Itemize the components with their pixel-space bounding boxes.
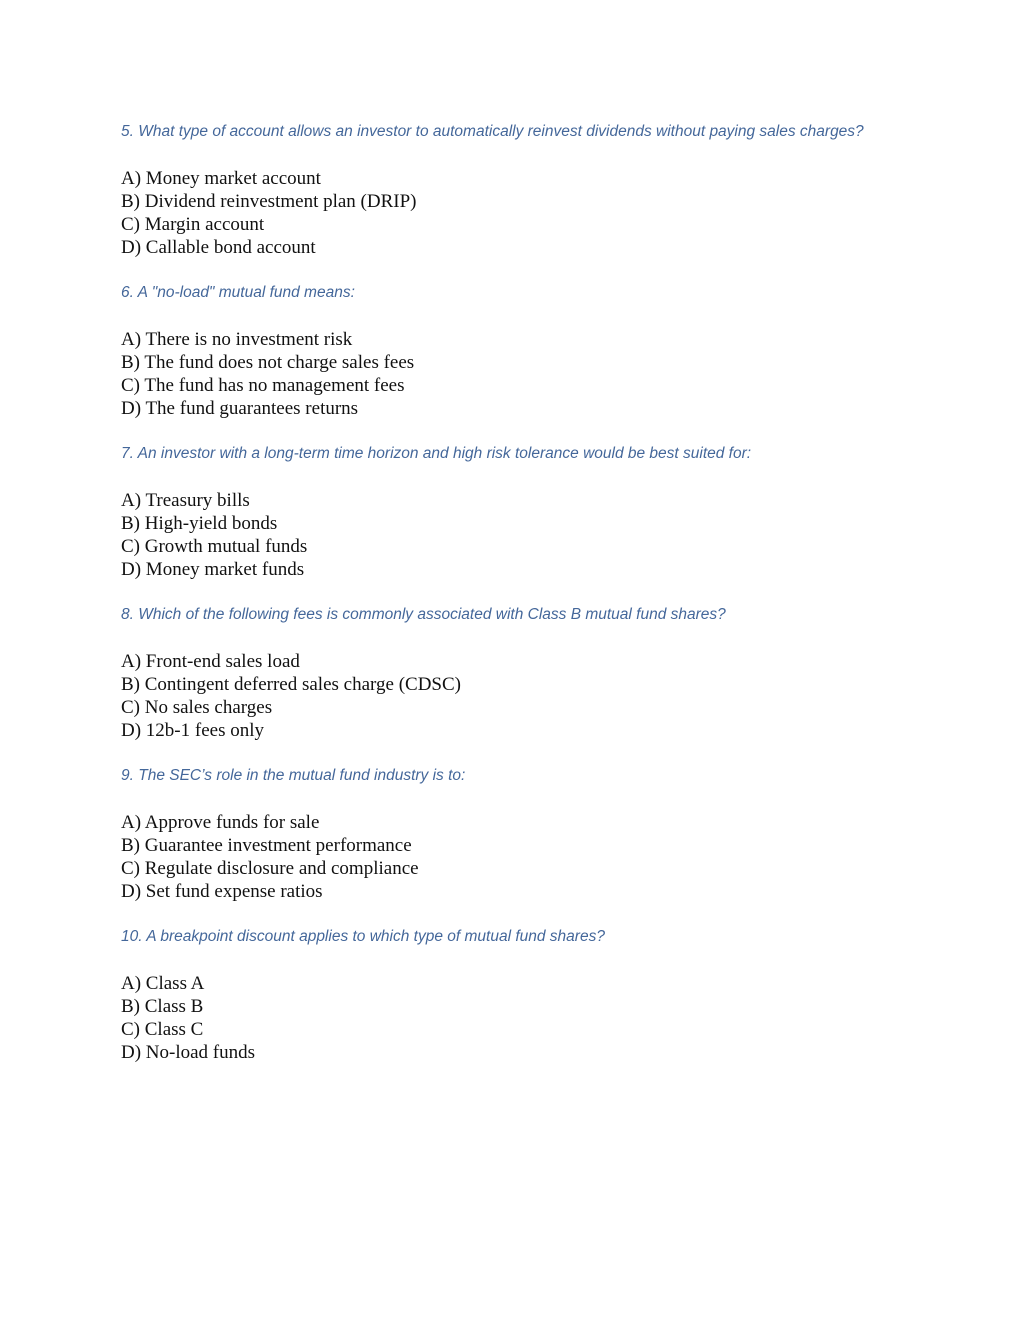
- question-text: 7. An investor with a long-term time horizon and high risk tolerance would be best suited for:: [121, 445, 752, 462]
- question-text: 10. A breakpoint discount applies to which type of mutual fund shares?: [121, 928, 605, 945]
- option-c: C) Class C: [121, 1019, 204, 1040]
- question-list: [121, 120, 881, 1086]
- option-d: D) 12b-1 fees only: [121, 720, 264, 741]
- option-c: C) The fund has no management fees: [121, 375, 405, 396]
- option-c: C) No sales charges: [121, 697, 273, 718]
- option-a: A) Treasury bills: [121, 490, 250, 511]
- question-text: 5. What type of account allows an investor to automatically reinvest dividends without paying sales charges?: [121, 123, 864, 140]
- question-10: [121, 925, 881, 1064]
- question-text: 6. A "no-load" mutual fund means:: [121, 284, 355, 301]
- answer-options: [121, 489, 881, 581]
- option-d: D) No-load funds: [121, 1042, 256, 1063]
- option-b: B) Dividend reinvestment plan (DRIP): [121, 191, 417, 212]
- option-b: B) Contingent deferred sales charge (CDSC): [121, 674, 461, 695]
- option-a: A) Class A: [121, 973, 205, 994]
- option-b: B) The fund does not charge sales fees: [121, 352, 415, 373]
- question-6: [121, 281, 881, 420]
- answer-options: [121, 972, 881, 1064]
- option-b: B) Class B: [121, 996, 204, 1017]
- answer-options: [121, 167, 881, 259]
- option-c: C) Growth mutual funds: [121, 536, 308, 557]
- question-8: [121, 603, 881, 742]
- option-a: A) Approve funds for sale: [121, 812, 320, 833]
- option-a: A) Front-end sales load: [121, 651, 300, 672]
- answer-options: [121, 328, 881, 420]
- question-text: 8. Which of the following fees is commonly associated with Class B mutual fund shares?: [121, 606, 726, 623]
- question-text: 9. The SEC’s role in the mutual fund industry is to:: [121, 767, 466, 784]
- option-b: B) High-yield bonds: [121, 513, 278, 534]
- option-c: C) Regulate disclosure and compliance: [121, 858, 419, 879]
- question-7: [121, 442, 881, 581]
- option-a: A) There is no investment risk: [121, 329, 353, 350]
- option-d: D) Set fund expense ratios: [121, 881, 323, 902]
- answer-options: [121, 811, 881, 903]
- option-d: D) Callable bond account: [121, 237, 316, 258]
- question-5: [121, 120, 881, 259]
- option-c: C) Margin account: [121, 214, 265, 235]
- question-9: [121, 764, 881, 903]
- option-d: D) The fund guarantees returns: [121, 398, 359, 419]
- option-a: A) Money market account: [121, 168, 321, 189]
- option-b: B) Guarantee investment performance: [121, 835, 412, 856]
- option-d: D) Money market funds: [121, 559, 305, 580]
- answer-options: [121, 650, 881, 742]
